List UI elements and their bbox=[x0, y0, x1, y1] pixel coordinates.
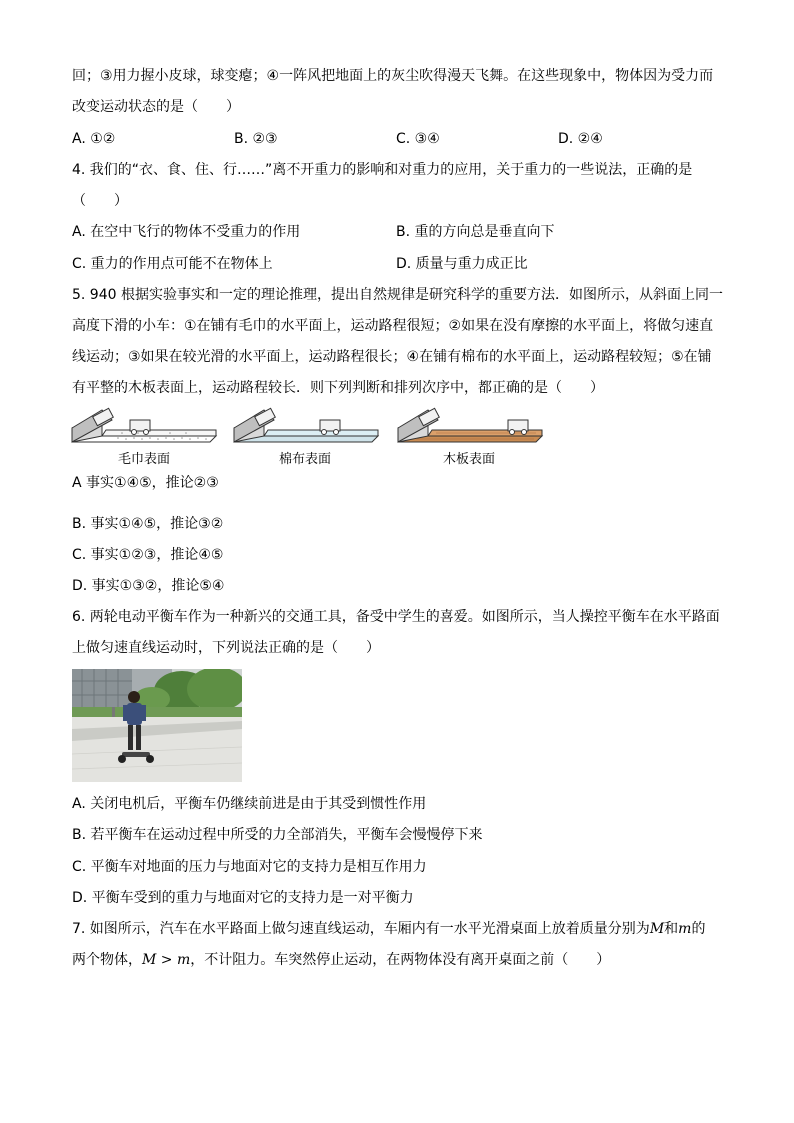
cotton-surface-setup bbox=[234, 408, 378, 442]
q4-line2: （ ） bbox=[72, 193, 128, 209]
q5-option-a: A 事实①④⑤，推论②③ bbox=[72, 475, 219, 491]
q7-and: 和 bbox=[664, 921, 679, 937]
figure-label-cotton: 棉布表面 bbox=[279, 452, 332, 467]
q7-line1-end: 的 bbox=[691, 921, 706, 937]
q5-option-b: B. 事实①④⑤，推论③② bbox=[72, 516, 224, 532]
q5-option-d: D. 事实①③②，推论⑤④ bbox=[72, 578, 225, 594]
towel-surface-setup bbox=[72, 408, 216, 442]
q5-line1: 5. 940 根据实验事实和一定的理论推理，提出自然规律是研究科学的重要方法．如图所示，从斜面上同一 bbox=[72, 287, 723, 303]
incline-experiment-figure bbox=[70, 406, 550, 446]
q4-option-b: B. 重的方向总是垂直向下 bbox=[396, 224, 555, 240]
q6-line2: 上做匀速直线运动时，下列说法正确的是（ ） bbox=[72, 640, 380, 656]
q3-line2: 改变运动状态的是（ ） bbox=[72, 99, 240, 115]
q7-line2-end: ，不计阻力。车突然停止运动，在两物体没有离开桌面之前（ ） bbox=[190, 952, 611, 968]
q6-option-a: A. 关闭电机后，平衡车仍继续前进是由于其受到惯性作用 bbox=[72, 796, 427, 812]
q7-line1 bbox=[72, 919, 705, 939]
q7-line2 bbox=[72, 950, 610, 970]
q5-line3: 线运动；③如果在较光滑的水平面上，运动路程很长；④在铺有棉布的水平面上，运动路程较短；⑤在铺 bbox=[72, 349, 712, 365]
q7-mass-m: m bbox=[678, 921, 692, 937]
q7-mass-M: M bbox=[649, 921, 665, 937]
q6-option-d: D. 平衡车受到的重力与地面对它的支持力是一对平衡力 bbox=[72, 890, 414, 906]
q4-option-d: D. 质量与重力成正比 bbox=[396, 256, 528, 272]
q3-option-b: B. ②③ bbox=[234, 131, 278, 147]
wood-surface-setup bbox=[398, 408, 542, 442]
q6-option-b: B. 若平衡车在运动过程中所受的力全部消失，平衡车会慢慢停下来 bbox=[72, 827, 483, 843]
q6-option-c: C. 平衡车对地面的压力与地面对它的支持力是相互作用力 bbox=[72, 859, 427, 875]
q3-line1: 回；③用力握小皮球，球变瘪；④一阵风把地面上的灰尘吹得漫天飞舞。在这些现象中，物体因为受力而 bbox=[72, 68, 714, 84]
q3-option-a: A. ①② bbox=[72, 131, 116, 147]
q5-line4: 有平整的木板表面上，运动路程较长．则下列判断和排列次序中，都正确的是（ ） bbox=[72, 380, 604, 396]
q3-option-c: C. ③④ bbox=[396, 131, 440, 147]
q7-relation: M > m bbox=[142, 952, 191, 968]
q4-option-c: C. 重力的作用点可能不在物体上 bbox=[72, 256, 273, 272]
q5-option-c: C. 事实①②③，推论④⑤ bbox=[72, 547, 224, 563]
q6-line1: 6. 两轮电动平衡车作为一种新兴的交通工具，备受中学生的喜爱。如图所示，当人操控平衡车在水平路面 bbox=[72, 609, 720, 625]
q4-option-a: A. 在空中飞行的物体不受重力的作用 bbox=[72, 224, 301, 240]
q5-line2: 高度下滑的小车：①在铺有毛巾的水平面上，运动路程很短；②如果在没有摩擦的水平面上，将做匀速直 bbox=[72, 318, 714, 334]
q4-line1: 4. 我们的“衣、食、住、行……”离不开重力的影响和对重力的应用，关于重力的一些说法，正确的是 bbox=[72, 162, 693, 178]
figure-label-towel: 毛巾表面 bbox=[118, 452, 171, 467]
q7-line1-text: 7. 如图所示，汽车在水平路面上做匀速直线运动，车厢内有一水平光滑桌面上放着质量分别为 bbox=[72, 921, 650, 937]
figure-label-wood: 木板表面 bbox=[443, 452, 496, 467]
q3-option-d: D. ②④ bbox=[558, 131, 603, 147]
balance-scooter-photo bbox=[72, 669, 242, 782]
q7-line2-text: 两个物体， bbox=[72, 952, 142, 968]
